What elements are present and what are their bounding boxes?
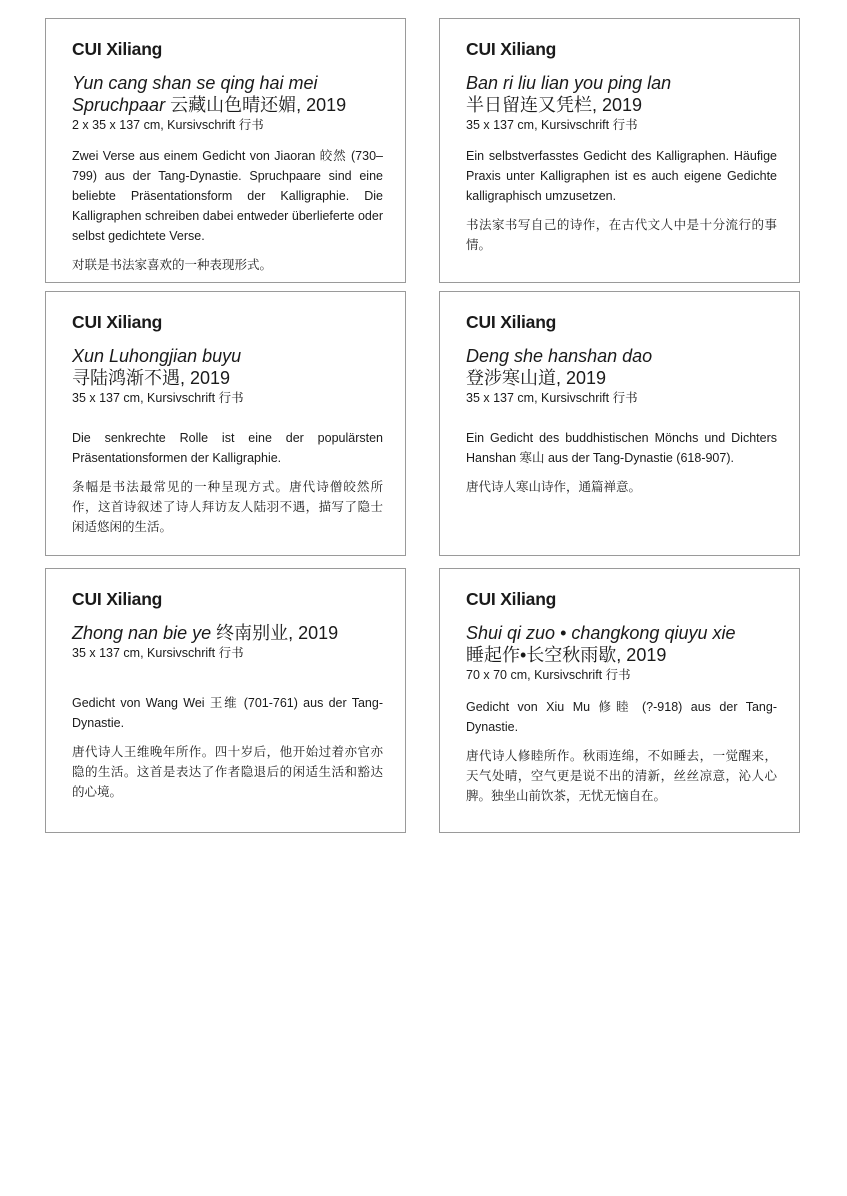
title-type: Spruchpaar xyxy=(72,95,166,115)
title-italic: Ban ri liu lian you ping lan xyxy=(466,73,672,93)
description-chinese: 唐代诗人修睦所作。秋雨连绵，不如睡去，一觉醒来，天气处晴，空气更是说不出的清新，丝丝凉意，沁人心脾。独坐山前饮茶，无忧无恼自在。 xyxy=(466,749,777,803)
label-card xyxy=(439,291,800,556)
artist-name: CUI Xiliang xyxy=(72,589,163,609)
artist-name: CUI Xiliang xyxy=(72,312,163,332)
title-italic: Deng she hanshan dao xyxy=(466,346,653,366)
title-chinese: 寻陆鸿渐不遇, 2019 xyxy=(72,368,231,388)
title-chinese-text: 云藏山色晴还媚, 2019 xyxy=(165,95,347,115)
description-german: Zwei Verse aus einem Gedicht von Jiaoran 皎然 (730–799) aus der Tang-Dynastie. Spruchpaare sind eine beliebte Präsentationsform der Kalligraphie. Die Kalligraphen schreiben dabei entweder überlieferte oder selbst gedichtete Verse. xyxy=(72,149,383,243)
dimensions-technique: 35 x 137 cm, Kursivschrift 行书 xyxy=(72,646,244,660)
title-italic: Shui qi zuo • changkong qiuyu xie xyxy=(466,623,736,643)
title-chinese-text: 终南别业, 2019 xyxy=(211,623,339,643)
description-chinese: 对联是书法家喜欢的一种表现形式。 xyxy=(72,258,273,272)
title-romanized xyxy=(466,622,777,644)
title-chinese: 睡起作•长空秋雨歇, 2019 xyxy=(466,645,667,665)
label-card xyxy=(45,568,406,833)
title-chinese: 半日留连又凭栏, 2019 xyxy=(466,95,643,115)
description-german: Gedicht von Wang Wei 王维 (701-761) aus der Tang-Dynastie. xyxy=(72,696,383,730)
dimensions-technique: 35 x 137 cm, Kursivschrift 行书 xyxy=(72,391,244,405)
description-german: Die senkrechte Rolle ist eine der populärsten Präsentationsformen der Kalligraphie. xyxy=(72,431,383,465)
title-chinese: 登涉寒山道, 2019 xyxy=(466,368,607,388)
title-romanized xyxy=(466,345,777,367)
label-card xyxy=(439,568,800,833)
label-card xyxy=(439,18,800,283)
dimensions-technique: 70 x 70 cm, Kursivschrift 行书 xyxy=(466,668,631,682)
title-romanized xyxy=(72,72,383,94)
label-card xyxy=(45,291,406,556)
description-german: Ein Gedicht des buddhistischen Mönchs und Dichters Hanshan 寒山 aus der Tang-Dynastie (618-907). xyxy=(466,431,777,465)
label-card xyxy=(45,18,406,283)
description-german: Ein selbstverfasstes Gedicht des Kalligraphen. Häufige Praxis unter Kalligraphen ist es auch eigene Gedichte kalligraphisch umzusetzen. xyxy=(466,149,777,203)
title-italic: Xun Luhongjian buyu xyxy=(72,346,242,366)
dimensions-technique: 35 x 137 cm, Kursivschrift 行书 xyxy=(466,118,638,132)
dimensions-technique: 2 x 35 x 137 cm, Kursivschrift 行书 xyxy=(72,118,264,132)
title-chinese xyxy=(72,94,383,116)
artist-name: CUI Xiliang xyxy=(72,39,163,59)
artist-name: CUI Xiliang xyxy=(466,312,557,332)
artist-name: CUI Xiliang xyxy=(466,39,557,59)
description-chinese: 条幅是书法最常见的一种呈现方式。唐代诗僧皎然所作，这首诗叙述了诗人拜访友人陆羽不遇，描写了隐士闲适悠闲的生活。 xyxy=(72,480,383,534)
artist-name: CUI Xiliang xyxy=(466,589,557,609)
dimensions-technique: 35 x 137 cm, Kursivschrift 行书 xyxy=(466,391,638,405)
title-italic: Zhong nan bie ye xyxy=(72,623,212,643)
title-italic: Yun cang shan se qing hai mei xyxy=(72,73,318,93)
description-chinese: 唐代诗人寒山诗作，通篇禅意。 xyxy=(466,480,642,494)
description-german: Gedicht von Xiu Mu 修睦 (?-918) aus der Tang-Dynastie. xyxy=(466,700,777,734)
description-chinese: 书法家书写自己的诗作，在古代文人中是十分流行的事情。 xyxy=(466,218,777,252)
title-romanized xyxy=(72,345,383,367)
description-chinese: 唐代诗人王维晚年所作。四十岁后，他开始过着亦官亦隐的生活。这首是表达了作者隐退后的闲适生活和豁达的心境。 xyxy=(72,745,383,799)
title-romanized xyxy=(466,72,777,94)
title-romanized xyxy=(72,622,383,644)
